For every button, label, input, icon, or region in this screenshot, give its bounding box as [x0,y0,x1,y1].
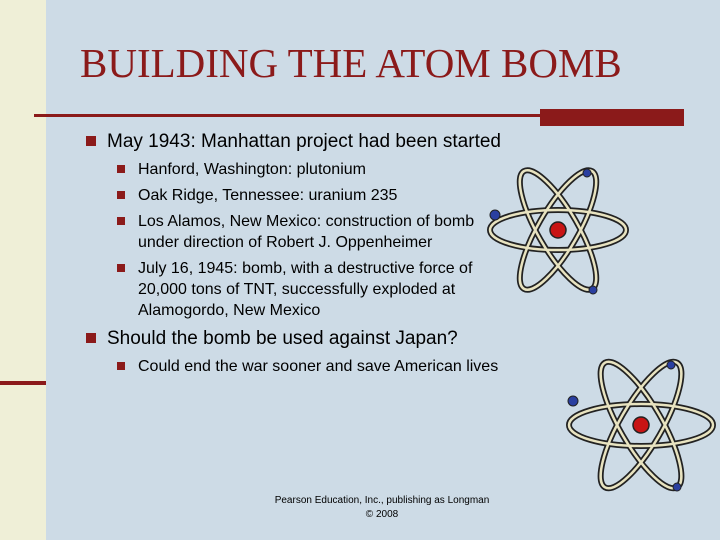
sub-bullet-oak-ridge [117,185,506,206]
atom-icon [483,145,633,315]
bullet-use-against-japan [86,327,506,350]
sub-bullet-hanford [117,159,506,180]
atom-icon [563,335,718,515]
sub-bullet-text: Oak Ridge, Tennessee: uranium 235 [138,187,398,204]
bullet-square-icon [117,165,125,173]
bullet-square-icon [86,136,96,146]
sub-bullet-text: Los Alamos, New Mexico: construction of bomb under direction of Robert J. Oppenheimer [138,213,475,251]
bullet-text: Should the bomb be used against Japan? [107,328,458,349]
slide-footer [262,494,502,522]
title-accent-block [540,109,684,126]
sub-bullet-list [86,356,506,377]
sub-bullet-los-alamos [117,211,506,253]
sub-bullet-alamogordo [117,258,506,321]
bullet-text: May 1943: Manhattan project had been started [107,131,501,152]
bullet-square-icon [117,362,125,370]
slide-content [86,130,506,383]
sub-bullet-text: July 16, 1945: bomb, with a destructive force of 20,000 tons of TNT, successfully exploded at Alamogordo, New Mexico [138,260,473,319]
sub-bullet-text: Could end the war sooner and save American lives [138,358,499,375]
footer-copyright: © 2008 [365,509,399,520]
bullet-square-icon [117,217,125,225]
sub-bullet-text: Hanford, Washington: plutonium [138,161,366,178]
left-band-accent [0,381,46,385]
footer-publisher: Pearson Education, Inc., publishing as Longman [274,495,490,506]
bullet-manhattan-project [86,130,506,153]
left-decorative-band [0,0,46,540]
bullet-square-icon [117,191,125,199]
slide-title: BUILDING THE ATOM BOMB [80,40,622,86]
bullet-square-icon [86,333,96,343]
sub-bullet-list [86,159,506,321]
bullet-square-icon [117,264,125,272]
sub-bullet-end-war [117,356,506,377]
